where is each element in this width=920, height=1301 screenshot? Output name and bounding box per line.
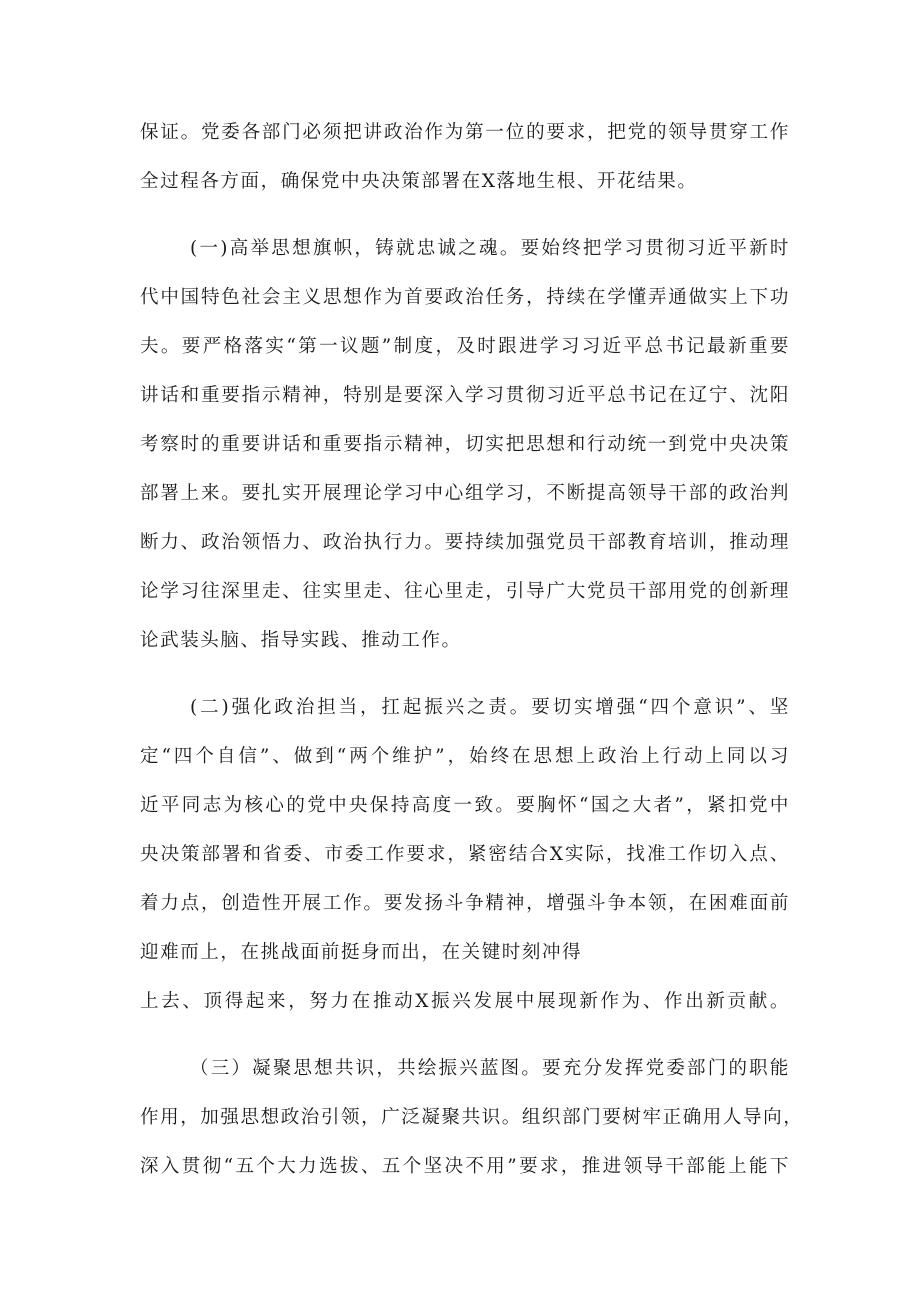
- text-line: 论学习往深里走、往实里走、往心里走，引导广大党员干部用党的创新理: [140, 581, 790, 602]
- text-line: 夫。要严格落实“第一议题”制度，及时跟进学习习近平总书记最新重要: [140, 336, 790, 357]
- text-line: 代中国特色社会主义思想作为首要政治任务，持续在学懂弄通做实上下功: [140, 287, 790, 308]
- text-line: 央决策部署和省委、市委工作要求，紧密结合X实际，找准工作切入点、: [140, 844, 790, 865]
- text-line: 定“四个自信”、做到“两个维护”，始终在思想上政治上行动上同以习: [140, 746, 790, 767]
- text-line: 保证。党委各部门必须把讲政治作为第一位的要求，把党的领导贯穿工作: [140, 122, 790, 143]
- text-line: 深入贯彻“五个大力选拔、五个坚决不用”要求，推进领导干部能上能下: [140, 1156, 790, 1177]
- text-line: 着力点，创造性开展工作。要发扬斗争精神，增强斗争本领，在困难面前: [140, 893, 790, 914]
- text-line: 迎难而上，在挑战面前挺身而出，在关键时刻冲得: [140, 942, 583, 963]
- section-heading-line: （三）凝聚思想共识，共绘振兴蓝图。要充分发挥党委部门的职能: [190, 1058, 790, 1079]
- text-line: 上去、顶得起来，努力在推动X振兴发展中展现新作为、作出新贡献。: [140, 991, 790, 1012]
- text-line: 论武装头脑、指导实践、推动工作。: [140, 630, 462, 651]
- section-heading-line: (二)强化政治担当，扛起振兴之责。要切实增强“四个意识”、坚: [190, 697, 790, 718]
- text-line: 考察时的重要讲话和重要指示精神，切实把思想和行动统一到党中央决策: [140, 434, 790, 455]
- section-heading-line: (一)高举思想旗帜，铸就忠诚之魂。要始终把学习贯彻习近平新时: [190, 238, 790, 259]
- text-line: 部署上来。要扎实开展理论学习中心组学习，不断提高领导干部的政治判: [140, 483, 790, 504]
- text-line: 作用，加强思想政治引领，广泛凝聚共识。组织部门要树牢正确用人导向，: [140, 1107, 804, 1128]
- text-line: 近平同志为核心的党中央保持高度一致。要胸怀“国之大者”，紧扣党中: [140, 795, 790, 816]
- text-line: 讲话和重要指示精神，特别是要深入学习贯彻习近平总书记在辽宁、沈阳: [140, 385, 790, 406]
- text-line: 断力、政治领悟力、政治执行力。要持续加强党员干部教育培训，推动理: [140, 532, 790, 553]
- text-line: 全过程各方面，确保党中央决策部署在X落地生根、开花结果。: [140, 171, 698, 192]
